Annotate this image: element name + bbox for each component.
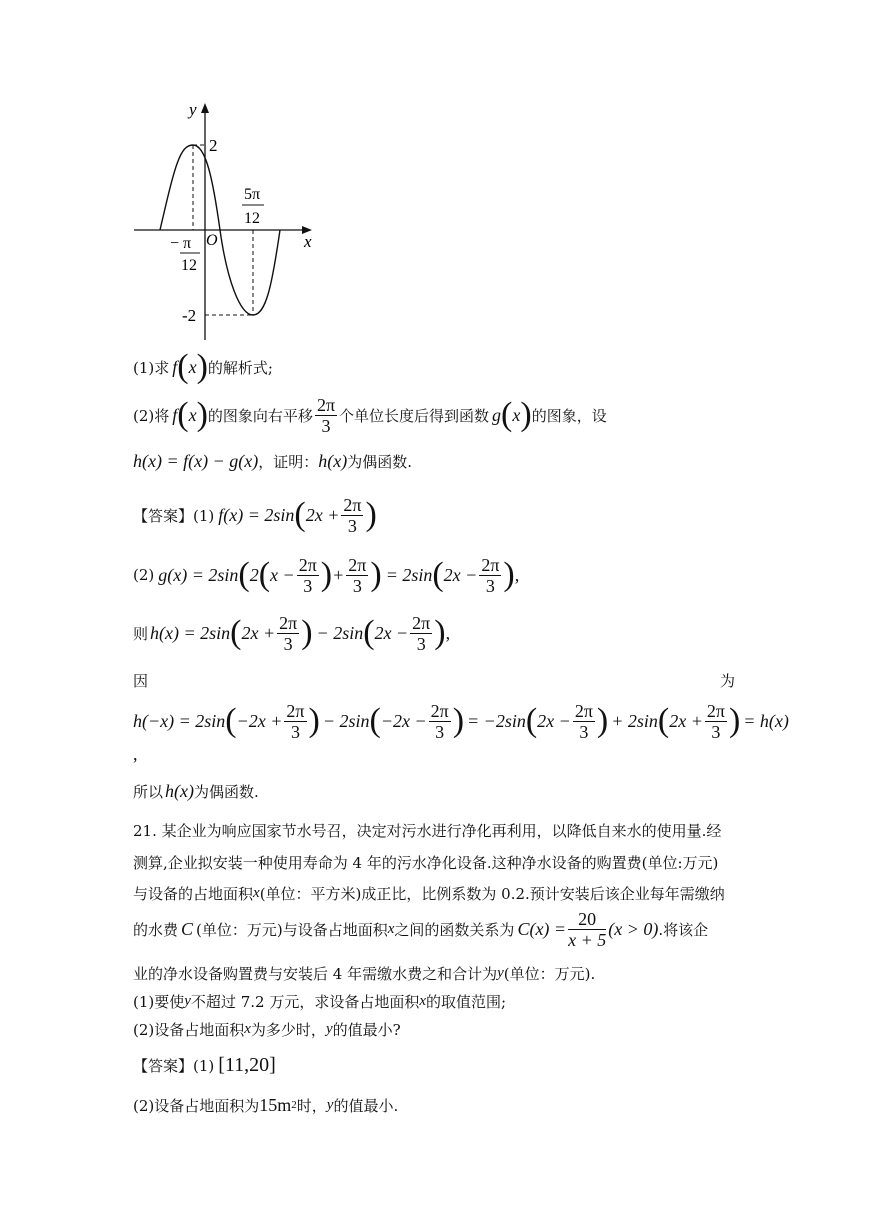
fraction: $\frac{2\pi}{3}$ (279, 612, 298, 654)
left-tick-minus: − (170, 235, 180, 252)
y-axis-arrow (201, 103, 209, 113)
cost-fraction: $\frac{20}{x + 5}$ (568, 908, 607, 950)
paren: ) (196, 348, 208, 385)
left-tick-numerator: π (183, 235, 192, 252)
q20-then-line: 则 h(x) = 2sin ( 2x + $\frac{2\pi}{3}$ ) − 2sin ( 2x − $\frac{2\pi}{3}$ ) , (133, 612, 451, 654)
shift-fraction: $\frac{2\pi}{3}$ (316, 394, 336, 436)
q21-question-2: (2)设备占地面积 x 为多少时， y 的值最小? (133, 1020, 401, 1039)
origin-label: O (206, 232, 218, 249)
because-right: 为 (720, 672, 736, 690)
q20-h-definition: h(x) = f(x) − g(x) ，证明： h(x) 为偶函数. (133, 450, 413, 471)
fraction: $\frac{2\pi}{3}$ (286, 700, 305, 742)
comma: , (133, 744, 138, 764)
q20-part2: (2)将 f ( x ) 的图象向右平移 $\frac{2\pi}{3}$ 个单位长度后得到函数 g ( x ) 的图象，设 (133, 394, 607, 436)
q21-line-3: 与设备的占地面积 x (单位：平方米)成正比，比例系数为 0.2.预计安装后该企业每年需缴纳 (133, 884, 725, 903)
because-left: 因 (133, 672, 149, 690)
fraction: $\frac{2\pi}{3}$ (343, 494, 362, 536)
fraction: $\frac{2\pi}{3}$ (706, 700, 725, 742)
min-value-label: -2 (182, 306, 197, 325)
q21-line-5: 业的净水设备购置费与安装后 4 年需缴水费之和合计为 y (单位：万元). (133, 964, 596, 983)
q20-h-neg-line: h(−x) = 2sin ( −2x + $\frac{2\pi}{3}$ ) − 2sin ( −2x − $\frac{2\pi}{3}$ ) = −2sin ( 2x − $\frac{2\pi}{3}$ ) + 2sin ( 2x + $\frac{2\pi}{3}$ ) = h(x) (133, 700, 789, 742)
fraction: $\frac{2\pi}{3}$ (574, 700, 593, 742)
q21-question-1: (1)要使 y 不超过 7.2 万元，求设备占地面积 x 的取值范围; (133, 992, 507, 1011)
fraction: $\frac{2\pi}{3}$ (412, 612, 431, 654)
right-tick-denominator: 12 (244, 210, 260, 227)
q20-answer-1: 【答案】(1) f(x) = 2sin ( 2x + $\frac{2\pi}{3}$ ) (133, 494, 377, 536)
fraction: $\frac{2\pi}{3}$ (298, 554, 317, 596)
q20-answer-2: (2) g(x) = 2sin ( 2 ( x − $\frac{2\pi}{3}$ ) + $\frac{2\pi}{3}$ ) = 2sin ( 2x − $\frac{2\pi}{3}$ ) , (133, 554, 520, 596)
q20-conclusion: 所以 h(x) 为偶函数. (133, 780, 259, 801)
fraction: $\frac{2\pi}{3}$ (348, 554, 367, 596)
fraction: $\frac{2\pi}{3}$ (481, 554, 500, 596)
sine-graph-figure (120, 95, 330, 345)
q20-part1: (1)求 f ( x ) 的解析式; (133, 348, 273, 385)
left-tick-denominator: 12 (181, 257, 197, 274)
y-axis-label: y (189, 100, 197, 119)
right-tick-numerator: 5π (244, 186, 261, 203)
paren: ( (177, 348, 189, 385)
q21-answer-2: (2)设备占地面积为 15m 2 时， y 的值最小. (133, 1094, 399, 1115)
q21-line-4: 的水费 C (单位：万元)与设备占地面积 x 之间的函数关系为 C(x) = $\frac{20}{x + 5}$ (x > 0) .将该企 (133, 908, 709, 950)
q21-line-1: 21. 某企业为响应国家节水号召，决定对污水进行净化再利用，以降低自来水的使用量.经 (133, 822, 722, 840)
x-axis-label: x (304, 232, 312, 251)
q21-answer-1: 【答案】(1) [11,20] (133, 1053, 276, 1076)
fraction: $\frac{2\pi}{3}$ (430, 700, 449, 742)
max-value-label: 2 (209, 136, 218, 155)
q21-line-2: 测算,企业拟安装一种使用寿命为 4 年的污水净化设备.这种净水设备的购置费(单位:万元) (133, 854, 719, 872)
